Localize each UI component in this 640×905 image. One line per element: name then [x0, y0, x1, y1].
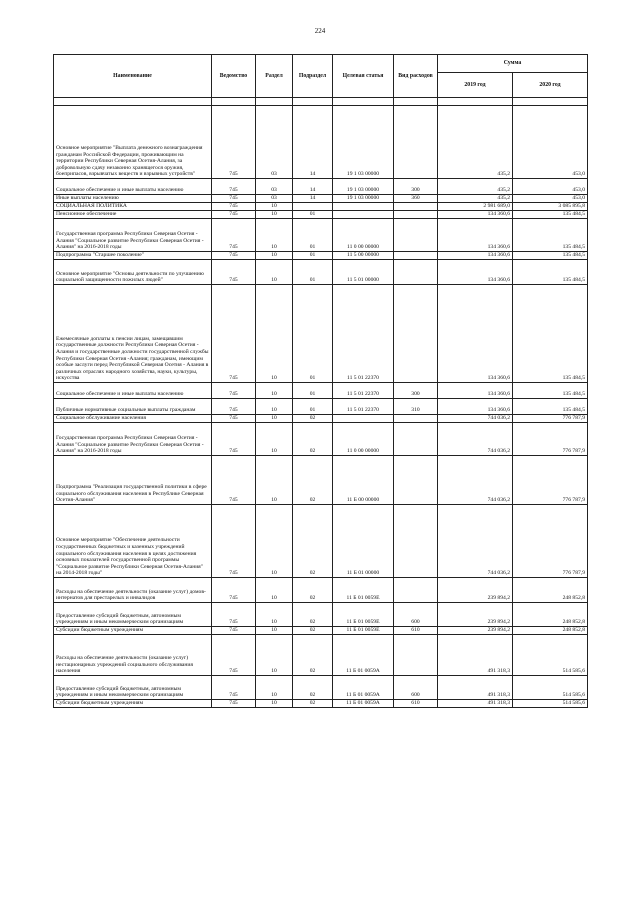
cell-subsection: 14 — [293, 106, 333, 179]
cell-amount-2020: 248 852,8 — [513, 578, 588, 603]
cell-subsection: 02 — [293, 627, 333, 635]
cell-subsection: 02 — [293, 505, 333, 578]
cell-amount-2020: 135 484,5 — [513, 383, 588, 399]
cell-section: 10 — [256, 505, 293, 578]
table-row — [54, 195, 588, 203]
cell-expense-type: 600 — [394, 676, 438, 700]
cell-amount-2019: 134 360,6 — [438, 219, 513, 252]
cell-department: 745 — [212, 383, 256, 399]
cell-name: Предоставление субсидий бюджетным, автономным учреждениям и иным некоммерческим организациям — [54, 676, 212, 700]
cell-subsection — [293, 203, 333, 211]
page-number: 224 — [314, 27, 326, 35]
table-row — [54, 415, 588, 423]
table-header — [54, 55, 588, 106]
cell-section: 10 — [256, 203, 293, 211]
table-row — [54, 260, 588, 285]
cell-department: 745 — [212, 456, 256, 505]
cell-amount-2020: 453,0 — [513, 106, 588, 179]
cell-section: 10 — [256, 700, 293, 708]
table-row — [54, 219, 588, 252]
cell-section: 10 — [256, 399, 293, 415]
cell-subsection: 01 — [293, 211, 333, 219]
cell-department: 745 — [212, 260, 256, 285]
cell-name: Публичные нормативные социальные выплаты гражданам — [54, 399, 212, 415]
table-row — [54, 700, 588, 708]
cell-amount-2019: 491 318,3 — [438, 700, 513, 708]
cell-expense-type — [394, 260, 438, 285]
header-year-2020: 2020 год — [513, 73, 588, 98]
cell-section: 10 — [256, 627, 293, 635]
cell-target-article: 11 Б 01 0059А — [333, 676, 394, 700]
cell-amount-2019: 239 894,2 — [438, 627, 513, 635]
cell-subsection: 01 — [293, 252, 333, 260]
cell-amount-2019: 239 894,2 — [438, 578, 513, 603]
cell-target-article: 19 1 03 00000 — [333, 179, 394, 195]
cell-section: 10 — [256, 219, 293, 252]
table-row — [54, 203, 588, 211]
cell-target-article: 11 5 01 22370 — [333, 399, 394, 415]
cell-subsection: 01 — [293, 399, 333, 415]
cell-amount-2019: 134 360,6 — [438, 383, 513, 399]
cell-target-article: 11 5 01 00000 — [333, 260, 394, 285]
table-body — [54, 106, 588, 708]
cell-section: 10 — [256, 285, 293, 383]
table-row — [54, 603, 588, 627]
cell-department: 745 — [212, 195, 256, 203]
cell-subsection: 02 — [293, 423, 333, 456]
cell-expense-type: 600 — [394, 603, 438, 627]
cell-name: СОЦИАЛЬНАЯ ПОЛИТИКА — [54, 203, 212, 211]
cell-name: Основное мероприятие "Выплата денежного вознаграждения гражданам Российской Федерации, проживающим на территории Республики Северная Осетия-Алания, за добровольную сдачу незаконно хранящегося оружия, боеприпасов, взрывчатых веществ и взрывных устройств" — [54, 106, 212, 179]
cell-amount-2020: 453,0 — [513, 179, 588, 195]
table-row — [54, 635, 588, 676]
cell-name: Социальное обслуживание населения — [54, 415, 212, 423]
table-row — [54, 252, 588, 260]
cell-expense-type — [394, 252, 438, 260]
cell-department: 745 — [212, 423, 256, 456]
cell-department: 745 — [212, 676, 256, 700]
header-section: Раздел — [256, 55, 293, 98]
cell-amount-2019: 134 360,6 — [438, 252, 513, 260]
table-row — [54, 399, 588, 415]
cell-amount-2019: 134 360,6 — [438, 211, 513, 219]
cell-amount-2020: 453,0 — [513, 195, 588, 203]
cell-amount-2020: 135 484,5 — [513, 219, 588, 252]
cell-expense-type — [394, 211, 438, 219]
header-name: Наименование — [54, 55, 212, 98]
cell-amount-2020: 135 484,5 — [513, 399, 588, 415]
cell-amount-2020: 776 787,9 — [513, 423, 588, 456]
header-year-2019: 2019 год — [438, 73, 513, 98]
cell-target-article — [333, 211, 394, 219]
cell-amount-2019: 744 036,2 — [438, 423, 513, 456]
cell-section: 10 — [256, 260, 293, 285]
cell-target-article: 11 0 00 00000 — [333, 219, 394, 252]
cell-department: 745 — [212, 203, 256, 211]
cell-amount-2020: 135 484,5 — [513, 285, 588, 383]
cell-amount-2020: 776 787,9 — [513, 456, 588, 505]
cell-target-article: 11 Б 01 0059А — [333, 700, 394, 708]
cell-expense-type — [394, 578, 438, 603]
cell-target-article: 11 Б 01 0059Е — [333, 578, 394, 603]
cell-target-article: 11 0 00 00000 — [333, 423, 394, 456]
table-row — [54, 179, 588, 195]
budget-table — [53, 54, 588, 708]
table-row — [54, 211, 588, 219]
cell-target-article: 19 1 03 00000 — [333, 106, 394, 179]
cell-expense-type — [394, 423, 438, 456]
cell-section: 03 — [256, 106, 293, 179]
cell-subsection: 02 — [293, 415, 333, 423]
cell-amount-2020: 514 585,6 — [513, 676, 588, 700]
cell-name: Основное мероприятие "Обеспечение деятельности государственных бюджетных и казенных учреждений социального обслуживания населения в целях достижения основных показателей государственной программы "Социальное развитие Республики Северная Осетия-Алания" на 2014-2018 годы" — [54, 505, 212, 578]
cell-expense-type — [394, 415, 438, 423]
cell-department: 745 — [212, 211, 256, 219]
cell-department: 745 — [212, 415, 256, 423]
cell-expense-type — [394, 505, 438, 578]
cell-expense-type: 610 — [394, 627, 438, 635]
table-row — [54, 627, 588, 635]
table-row — [54, 423, 588, 456]
table-row — [54, 456, 588, 505]
cell-expense-type — [394, 456, 438, 505]
cell-target-article: 11 5 00 00000 — [333, 252, 394, 260]
cell-department: 745 — [212, 179, 256, 195]
cell-section: 10 — [256, 635, 293, 676]
cell-section: 10 — [256, 676, 293, 700]
cell-expense-type — [394, 635, 438, 676]
cell-target-article: 11 Б 01 00000 — [333, 505, 394, 578]
cell-expense-type: 310 — [394, 399, 438, 415]
cell-name: Расходы на обеспечение деятельности (оказание услуг) нестационарных учреждений социального обслуживания населения — [54, 635, 212, 676]
cell-target-article: 11 Б 00 00000 — [333, 456, 394, 505]
cell-department: 745 — [212, 106, 256, 179]
cell-name: Пенсионное обеспечение — [54, 211, 212, 219]
cell-amount-2019: 491 318,3 — [438, 635, 513, 676]
cell-subsection: 02 — [293, 635, 333, 676]
cell-amount-2020: 135 484,5 — [513, 260, 588, 285]
table-row — [54, 106, 588, 179]
table-row — [54, 505, 588, 578]
cell-amount-2019: 491 318,3 — [438, 676, 513, 700]
header-department: Ведомство — [212, 55, 256, 98]
cell-subsection: 02 — [293, 676, 333, 700]
cell-amount-2019: 435,2 — [438, 106, 513, 179]
cell-amount-2019: 239 894,2 — [438, 603, 513, 627]
cell-name: Государственная программа Республики Северная Осетия - Алания "Социальное развитие Республики Северная Осетия - Алания" на 2016-2018 годы — [54, 423, 212, 456]
cell-target-article — [333, 203, 394, 211]
cell-target-article: 19 1 03 00000 — [333, 195, 394, 203]
cell-amount-2020: 514 585,6 — [513, 700, 588, 708]
cell-section: 10 — [256, 456, 293, 505]
cell-amount-2020: 3 085 895,8 — [513, 203, 588, 211]
cell-department: 745 — [212, 285, 256, 383]
cell-section: 10 — [256, 415, 293, 423]
cell-department: 745 — [212, 219, 256, 252]
cell-name: Государственная программа Республики Северная Осетия - Алания "Социальное развитие Республики Северная Осетия - Алания" на 2016-2018 годы — [54, 219, 212, 252]
cell-subsection: 01 — [293, 383, 333, 399]
header-target-article: Целевая статья — [333, 55, 394, 98]
cell-subsection: 01 — [293, 260, 333, 285]
cell-department: 745 — [212, 399, 256, 415]
cell-name: Субсидии бюджетным учреждениям — [54, 700, 212, 708]
cell-amount-2019: 744 036,2 — [438, 505, 513, 578]
cell-section: 10 — [256, 252, 293, 260]
cell-amount-2019: 134 360,6 — [438, 260, 513, 285]
cell-subsection: 02 — [293, 700, 333, 708]
cell-section: 03 — [256, 195, 293, 203]
cell-department: 745 — [212, 505, 256, 578]
cell-name: Субсидии бюджетным учреждениям — [54, 627, 212, 635]
cell-name: Основное мероприятие "Основы деятельности по улучшению социальной защищенности пожилых людей" — [54, 260, 212, 285]
cell-target-article: 11 5 01 22370 — [333, 285, 394, 383]
cell-amount-2020: 135 484,5 — [513, 252, 588, 260]
cell-section: 10 — [256, 578, 293, 603]
cell-amount-2019: 744 036,2 — [438, 456, 513, 505]
cell-amount-2019: 435,2 — [438, 179, 513, 195]
cell-expense-type: 610 — [394, 700, 438, 708]
cell-amount-2020: 514 585,6 — [513, 635, 588, 676]
cell-subsection: 14 — [293, 179, 333, 195]
cell-name: Подпрограмма "Реализация государственной политики в сфере социального обслуживания населения в Республике Северная Осетия-Алания" — [54, 456, 212, 505]
cell-expense-type: 360 — [394, 195, 438, 203]
cell-section: 03 — [256, 179, 293, 195]
cell-amount-2019: 134 360,6 — [438, 399, 513, 415]
cell-expense-type: 300 — [394, 383, 438, 399]
cell-section: 10 — [256, 383, 293, 399]
cell-name: Ежемесячные доплаты к пенсии лицам, замещавшим государственные должности Республики Северная Осетия - Алания и государственные должности государственной службы Республики Северная Осетия -Алания; гражданам, имеющим особые заслуги перед Республикой Северная Осетия - Алания в различных отраслях народного хозяйства, науки, культуры, искусства — [54, 285, 212, 383]
cell-subsection: 02 — [293, 603, 333, 627]
cell-target-article: 11 5 01 22370 — [333, 383, 394, 399]
cell-subsection: 01 — [293, 219, 333, 252]
cell-expense-type — [394, 203, 438, 211]
cell-subsection: 02 — [293, 456, 333, 505]
cell-name: Социальное обеспечение и иные выплаты населению — [54, 383, 212, 399]
header-expense-type: Вид расходов — [394, 55, 438, 98]
cell-amount-2020: 248 852,8 — [513, 603, 588, 627]
cell-amount-2020: 776 787,9 — [513, 415, 588, 423]
cell-expense-type: 300 — [394, 179, 438, 195]
cell-amount-2020: 776 787,9 — [513, 505, 588, 578]
cell-name: Предоставление субсидий бюджетным, автономным учреждениям и иным некоммерческим организациям — [54, 603, 212, 627]
cell-amount-2020: 135 484,5 — [513, 211, 588, 219]
cell-department: 745 — [212, 627, 256, 635]
cell-subsection: 02 — [293, 578, 333, 603]
cell-name: Расходы на обеспечение деятельности (оказание услуг) домов-интернатов для престарелых и инвалидов — [54, 578, 212, 603]
table-row — [54, 383, 588, 399]
header-sum: Сумма — [438, 55, 588, 73]
cell-subsection: 01 — [293, 285, 333, 383]
cell-department: 745 — [212, 700, 256, 708]
cell-target-article: 11 Б 01 0059Е — [333, 603, 394, 627]
cell-department: 745 — [212, 603, 256, 627]
cell-target-article: 11 Б 01 0059А — [333, 635, 394, 676]
cell-target-article: 11 Б 01 0059Е — [333, 627, 394, 635]
cell-expense-type — [394, 219, 438, 252]
cell-section: 10 — [256, 423, 293, 456]
cell-section: 10 — [256, 603, 293, 627]
cell-amount-2020: 248 852,8 — [513, 627, 588, 635]
cell-department: 745 — [212, 252, 256, 260]
cell-amount-2019: 435,2 — [438, 195, 513, 203]
cell-department: 745 — [212, 578, 256, 603]
cell-expense-type — [394, 106, 438, 179]
table-row — [54, 285, 588, 383]
cell-section: 10 — [256, 211, 293, 219]
cell-amount-2019: 744 036,2 — [438, 415, 513, 423]
table-row — [54, 676, 588, 700]
cell-expense-type — [394, 285, 438, 383]
cell-name: Социальное обеспечение и иные выплаты населению — [54, 179, 212, 195]
cell-amount-2019: 134 360,6 — [438, 285, 513, 383]
cell-name: Подпрограмма "Старшее поколение" — [54, 252, 212, 260]
table-row — [54, 578, 588, 603]
cell-department: 745 — [212, 635, 256, 676]
cell-amount-2019: 2 981 689,0 — [438, 203, 513, 211]
header-subsection: Подраздел — [293, 55, 333, 98]
cell-target-article — [333, 415, 394, 423]
cell-subsection: 14 — [293, 195, 333, 203]
cell-name: Иные выплаты населению — [54, 195, 212, 203]
